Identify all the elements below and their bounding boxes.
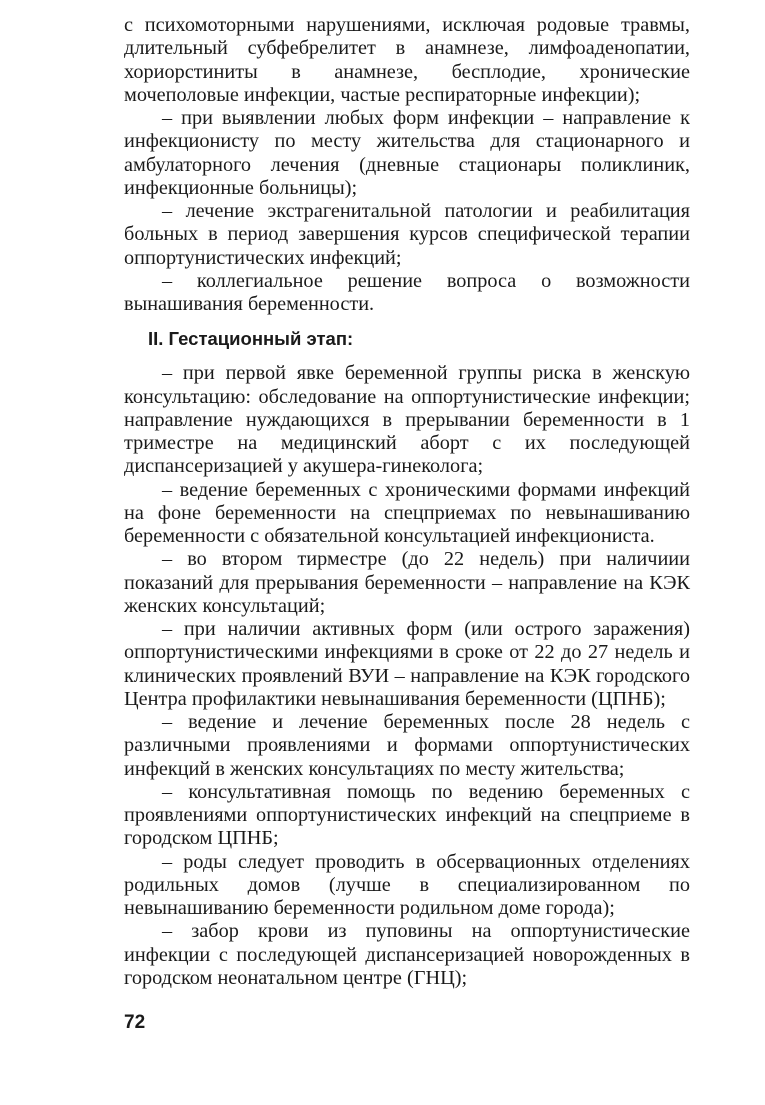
paragraph-chronic-forms: – ведение беременных с хроническими формами инфекций на фоне беременности на спецприемах по невынашиванию беременности с обязательной консультацией инфекциониста. [124, 478, 690, 547]
paragraph-infection-referral: – при выявлении любых форм инфекции – направление к инфекционисту по месту жительства для стационарного и амбулаторного лечения (дневные стационары поликлиник, инфекционные больницы); [124, 107, 690, 199]
section-heading: II. Гестационный этап: [148, 328, 354, 350]
paragraph-second-trimester: – во втором тирместре (до 22 недель) при наличиии показаний для прерывания беременности – направление на КЭК женских консультаций; [124, 548, 690, 617]
paragraph-after-28-weeks: – ведение и лечение беременных после 28 недель с различными проявлениями и формами оппортунистических инфекций в женских консультациях по месту жительства; [124, 711, 690, 780]
page-body [124, 14, 690, 990]
paragraph-consultative-help: – консультативная помощь по ведению беременных с проявлениями оппортунистических инфекций на спецприеме в городском ЦПНБ; [124, 780, 690, 850]
paragraph-delivery: – роды следует проводить в обсервационных отделениях родильных домов (лучше в специализированном по невынашиванию беременности родильном доме города); [124, 850, 690, 919]
paragraph-extragenital-treatment: – лечение экстрагенитальной патологии и реабилитация больных в период завершения курсов специфической терапии оппортунистических инфекций; [124, 200, 690, 269]
paragraph-first-visit: – при первой явке беременной группы риска в женскую консультацию: обследование на оппортунистические инфекции; направление нуждающихся в прерывании беременности в 1 триместре на медицинский аборт с их последующей диспансеризацией у акушера-гинеколога; [124, 362, 690, 478]
paragraph-continuation: с психомоторными нарушениями, исключая родовые травмы, длительный субфебрелитет в анамнезе, лимфоаденопатии, хориорстиниты в анамнезе, бесплодие, хронические мочеполовые инфекции, частые респираторные инфекции); [124, 14, 690, 106]
paragraph-collegial-decision: – коллегиальное решение вопроса о возможности вынашивания беременности. [124, 269, 690, 315]
paragraph-cord-blood: – забор крови из пуповины на оппортунистические инфекции с последующей диспансеризацией новорожденных в городском неонатальном центре (ГНЦ); [124, 920, 690, 989]
paragraph-active-forms: – при наличии активных форм (или острого заражения) оппортунистическими инфекциями в сроке от 22 до 27 недель и клинических проявлений ВУИ – направление на КЭК городского Центра профилактики невынашивания беременности (ЦПНБ); [124, 618, 690, 710]
page-number: 72 [124, 1012, 146, 1033]
